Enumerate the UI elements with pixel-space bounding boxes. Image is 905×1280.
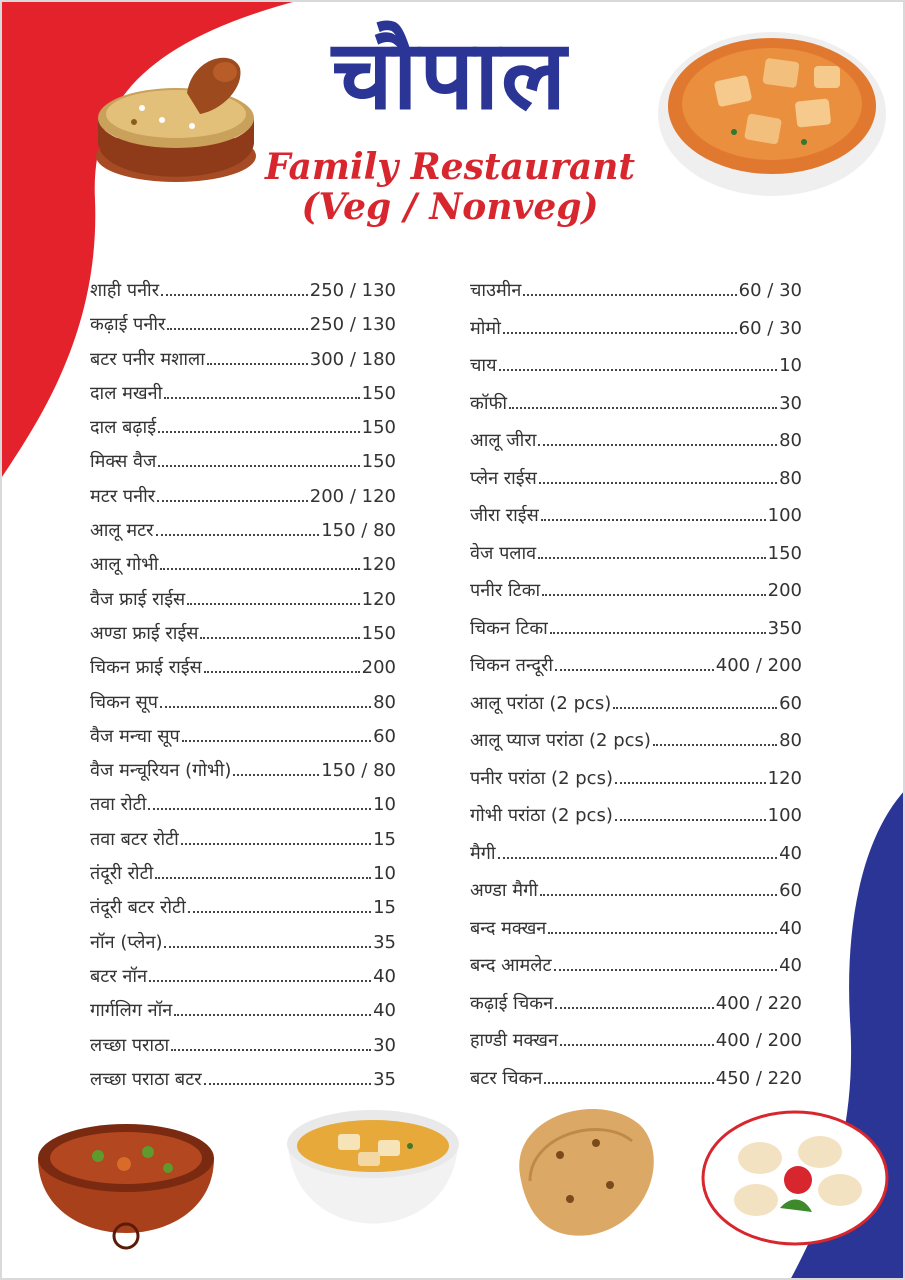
dotted-leader [538,557,765,559]
menu-column-right [470,278,802,1103]
menu-item [90,895,396,929]
item-name: प्लेन राईस [470,467,537,489]
dotted-leader [498,857,778,859]
item-name: वैज फ्राई राईस [90,588,186,610]
dotted-leader [615,782,766,784]
dotted-leader [171,1049,371,1051]
item-name: दाल बढ़ाई [90,417,157,439]
menu-item [470,316,802,354]
item-name: मैगी [470,842,496,864]
item-price: 80 [373,691,396,713]
menu-item [470,1028,802,1066]
dotted-leader [542,594,765,596]
dotted-leader [539,482,777,484]
item-name: तवा रोटी [90,794,147,816]
menu-item [90,1033,396,1067]
item-price: 150 [361,382,396,404]
item-price: 100 [767,505,802,526]
dotted-leader [181,843,371,845]
dotted-leader [164,946,371,948]
momos-plate-icon [700,1108,890,1248]
item-name: आलू मटर [90,520,154,542]
paneer-bowl-icon [280,1100,466,1250]
menu-item [470,578,802,616]
item-price: 80 [779,430,802,451]
restaurant-name: चौपाल [331,19,569,131]
item-name: बटर पनीर मशाला [90,348,205,370]
menu-item [90,278,396,312]
item-name: बटर नॉन [90,965,148,987]
dotted-leader [548,932,777,934]
menu-item [90,484,396,518]
item-name: चिकन फ्राई राईस [90,657,202,679]
item-price: 40 [779,917,802,939]
item-name: बन्द आमलेट [470,955,552,976]
item-name: लच्छा पराठा बटर [90,1068,202,1090]
item-price: 40 [373,965,396,987]
item-price: 150 [361,451,396,473]
item-price: 250 / 130 [309,314,396,336]
dotted-leader [613,707,777,709]
item-price: 40 [779,842,802,864]
item-name: आलू प्याज परांठा (2 pcs) [470,730,651,751]
dotted-leader [148,808,371,810]
menu-item [90,724,396,758]
item-price: 10 [373,863,396,885]
item-price: 150 / 80 [321,760,396,782]
item-price: 10 [373,794,396,816]
dotted-leader [204,671,360,673]
item-name: कढ़ाई चिकन [470,992,554,1014]
item-name: लच्छा पराठा [90,1034,170,1056]
item-price: 35 [373,931,396,953]
item-name: कॉफी [470,392,508,414]
menu-item [470,953,802,991]
menu-item [470,803,802,841]
menu-item [90,552,396,586]
menu-item [470,916,802,954]
dotted-leader [555,669,714,671]
biryani-bowl-icon [92,48,262,188]
dotted-leader [182,740,371,742]
menu-item [90,827,396,861]
item-name: चिकन सूप [90,691,159,713]
item-price: 120 [767,767,802,789]
menu-item [90,1067,396,1101]
item-price: 60 [779,692,802,714]
dotted-leader [149,980,371,982]
dotted-leader [555,1007,714,1009]
item-name: आलू परांठा (2 pcs) [470,692,612,714]
dotted-leader [160,568,359,570]
dotted-leader [538,444,777,446]
menu-item [470,428,802,466]
dotted-leader [164,397,359,399]
menu-item [90,347,396,381]
menu-item [470,841,802,879]
item-price: 150 [767,542,802,564]
item-price: 200 / 120 [309,485,396,507]
item-name: तंदूरी बटर रोटी [90,897,186,919]
tagline-veg-nonveg: (Veg / Nonveg) [301,186,599,228]
item-price: 80 [779,467,802,489]
dotted-leader [560,1044,714,1046]
menu-item [90,930,396,964]
item-price: 60 [779,880,802,901]
item-name: वैज मन्चा सूप [90,725,180,747]
item-price: 80 [779,730,802,751]
menu-item [470,616,802,654]
item-price: 250 / 130 [309,280,396,301]
item-price: 300 / 180 [309,348,396,370]
item-name: पनीर परांठा (2 pcs) [470,767,613,789]
item-price: 350 [767,617,802,639]
item-price: 200 [361,657,396,679]
item-name: वैज मन्चूरियन (गोभी) [90,760,232,782]
menu-item [470,503,802,541]
menu-item [470,278,802,316]
item-price: 150 / 80 [321,520,396,542]
dotted-leader [554,969,778,971]
item-price: 150 [361,622,396,644]
menu-item [470,878,802,916]
dotted-leader [523,294,736,296]
paneer-curry-bowl-icon [654,22,890,202]
item-name: कढ़ाई पनीर [90,314,166,336]
item-price: 120 [361,554,396,576]
paratha-icon [500,1095,662,1245]
item-name: बटर चिकन [470,1067,543,1089]
dotted-leader [615,819,766,821]
item-name: तंदूरी रोटी [90,863,154,885]
tagline-family-restaurant: Family Restaurant [264,146,636,188]
menu-item [470,691,802,729]
item-price: 15 [373,897,396,919]
item-name: गार्गलिग नॉन [90,1000,173,1022]
menu-item [470,728,802,766]
menu-item [90,449,396,483]
dotted-leader [161,294,308,296]
menu-item [90,621,396,655]
item-name: तवा बटर रोटी [90,828,179,850]
dotted-leader [503,332,737,334]
item-name: मटर पनीर [90,485,156,507]
dotted-leader [187,603,359,605]
menu-item [90,964,396,998]
item-name: चिकन टिका [470,617,548,639]
dotted-leader [653,744,777,746]
dotted-leader [155,877,371,879]
dotted-leader [540,894,777,896]
menu-column-left [90,278,396,1101]
dotted-leader [158,465,359,467]
item-name: चाउमीन [470,280,522,301]
dotted-leader [207,363,308,365]
item-name: अण्डा फ्राई राईस [90,622,199,644]
dotted-leader [509,407,777,409]
menu-item [90,655,396,689]
item-price: 35 [373,1068,396,1090]
item-price: 150 [361,417,396,439]
item-name: नॉन (प्लेन) [90,931,163,953]
item-name: आलू जीरा [470,430,537,451]
item-price: 100 [767,805,802,826]
item-price: 60 [373,725,396,747]
menu-item [470,353,802,391]
dotted-leader [156,534,320,536]
dotted-leader [167,328,307,330]
menu-item [470,466,802,504]
dotted-leader [541,519,766,521]
item-price: 400 / 200 [715,655,802,676]
item-name: शाही पनीर [90,280,160,301]
item-name: मोमो [470,317,501,339]
item-name: चाय [470,355,497,376]
dotted-leader [550,632,766,634]
item-price: 400 / 200 [715,1030,802,1051]
menu-item [90,792,396,826]
menu-item [90,758,396,792]
dotted-leader [160,706,371,708]
menu-item [470,541,802,579]
item-price: 450 / 220 [715,1067,802,1089]
item-name: आलू गोभी [90,554,159,576]
menu-item [90,690,396,724]
item-name: जीरा राईस [470,505,539,526]
item-name: बन्द मक्खन [470,917,547,939]
menu-item [90,312,396,346]
menu-item [90,998,396,1032]
item-price: 60 / 30 [738,317,802,339]
menu-item [470,653,802,691]
dotted-leader [204,1083,371,1085]
item-name: चिकन तन्दूरी [470,655,554,676]
menu-item [90,861,396,895]
dotted-leader [233,774,319,776]
menu-item [470,391,802,429]
menu-item [470,766,802,804]
item-name: मिक्स वैज [90,451,157,473]
item-name: अण्डा मैगी [470,880,538,901]
item-name: पनीर टिका [470,580,541,601]
dotted-leader [544,1082,713,1084]
item-price: 30 [779,392,802,414]
item-price: 30 [373,1034,396,1056]
item-price: 60 / 30 [738,280,802,301]
dotted-leader [174,1014,371,1016]
item-name: गोभी परांठा (2 pcs) [470,805,613,826]
dotted-leader [499,369,778,371]
item-price: 120 [361,588,396,610]
item-price: 40 [779,955,802,976]
item-price: 10 [779,355,802,376]
menu-item [90,518,396,552]
dotted-leader [200,637,359,639]
item-name: वेज पलाव [470,542,537,564]
item-price: 200 [767,580,802,601]
dotted-leader [157,500,308,502]
menu-item [470,991,802,1029]
menu-item [90,415,396,449]
menu-item [90,587,396,621]
item-price: 15 [373,828,396,850]
item-price: 40 [373,1000,396,1022]
dotted-leader [188,911,371,913]
item-name: दाल मखनी [90,382,163,404]
menu-item [90,381,396,415]
dotted-leader [158,431,360,433]
item-name: हाण्डी मक्खन [470,1030,558,1051]
item-price: 400 / 220 [715,992,802,1014]
curry-pot-icon [28,1108,224,1268]
